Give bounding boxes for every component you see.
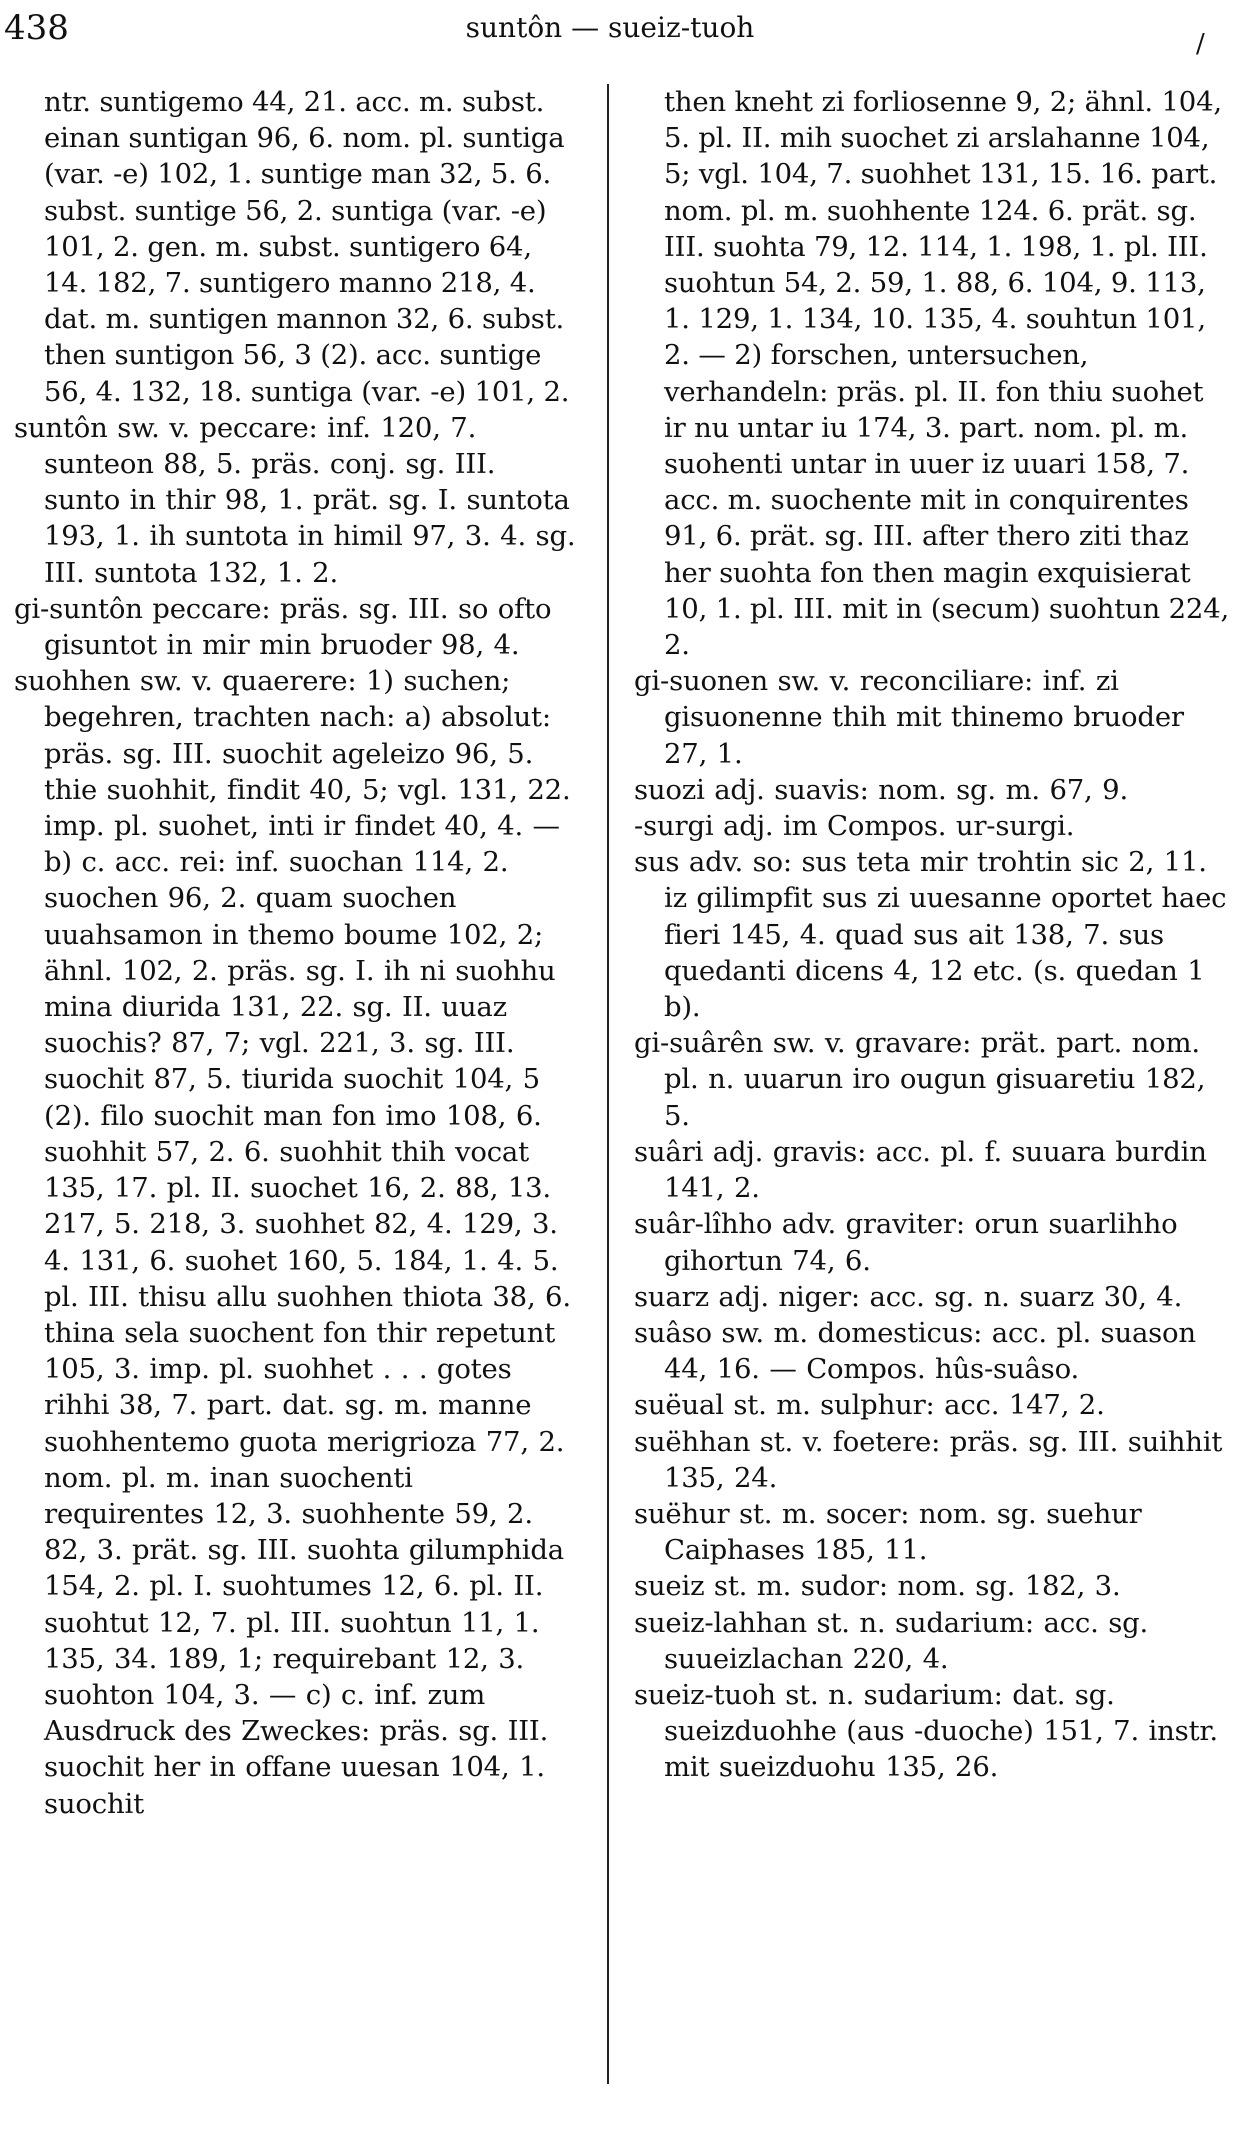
dictionary-entry: suarz adj. niger: acc. sg. n. suarz 30, 4.	[634, 1280, 1183, 1313]
dictionary-entry: then kneht zi forliosenne 9, 2; ähnl. 104, 5. pl. II. mih suochet zi arslahanne 104, 5; vgl. 104, 7. suohhet 131, 15. 16. part. nom. pl. m. suohhente 124. 6. prät. sg. III. suohta 79, 12. 114, 1. 198, 1. pl. III. suohtun 54, 2. 59, 1. 88, 6. 104, 9. 113, 1. 129, 1. 134, 10. 135, 4. souhtun 101, 2. — 2) forschen, untersuchen, verhandeln: präs. pl. II. fon thiu suohet ir nu untar iu 174, 3. part. nom. pl. m. suohenti untar in uuer iz uuari 158, 7. acc. m. suochente mit in conquirentes 91, 6. prät. sg. III. after thero ziti thaz her suohta fon then magin exquisierat 10, 1. pl. III. mit in (secum) suohtun 224, 2.	[664, 86, 1230, 662]
dictionary-entry: suëhur st. m. socer: nom. sg. suehur Caiphases 185, 11.	[634, 1497, 1142, 1567]
page-number: 438	[4, 8, 69, 48]
dictionary-entry: sus adv. so: sus teta mir trohtin sic 2, 11. iz gilimpfit sus zi uuesanne oportet haec fieri 145, 4. quad sus ait 138, 7. sus quedanti dicens 4, 12 etc. (s. quedan 1 b).	[634, 846, 1227, 1024]
left-column	[14, 84, 580, 2114]
running-title: suntôn — sueiz-tuoh	[465, 11, 755, 44]
dictionary-entry: suohhen sw. v. quaerere: 1) suchen; begehren, trachten nach: a) absolut: präs. sg. III. suochit ageleizo 96, 5. thie suohhit, findit 40, 5; vgl. 131, 22. imp. pl. suohet, inti ir findet 40, 4. — b) c. acc. rei: inf. suochan 114, 2. suochen 96, 2. quam suochen uuahsamon in themo boume 102, 2; ähnl. 102, 2. präs. sg. I. ih ni suohhu mina diurida 131, 22. sg. II. uuaz suochis? 87, 7; vgl. 221, 3. sg. III. suochit 87, 5. tiurida suochit 104, 5 (2). filo suochit man fon imo 108, 6. suohhit 57, 2. 6. suohhit thih vocat 135, 17. pl. II. suochet 16, 2. 88, 13. 217, 5. 218, 3. suohhet 82, 4. 129, 3. 4. 131, 6. suohet 160, 5. 184, 1. 4. 5. pl. III. thisu allu suohhen thiota 38, 6. thina sela suochent fon thir repetunt 105, 3. imp. pl. suohhet . . . gotes rihhi 38, 7. part. dat. sg. m. manne suohhentemo guota merigrioza 77, 2. nom. pl. m. inan suochenti requirentes 12, 3. suohhente 59, 2. 82, 3. prät. sg. III. suohta gilumphida 154, 2. pl. I. suohtumes 12, 6. pl. II. suohtut 12, 7. pl. III. suohtun 11, 1. 135, 34. 189, 1; requirebant 12, 3. suohton 104, 3. — c) c. inf. zum Ausdruck des Zweckes: präs. sg. III. suochit her in offane uuesan 104, 1. suochit	[14, 665, 571, 1820]
dictionary-entry: suâr-lîhho adv. graviter: orun suarlihho gihortun 74, 6.	[634, 1208, 1178, 1277]
dictionary-entry: sueiz st. m. sudor: nom. sg. 182, 3.	[634, 1570, 1121, 1603]
dictionary-entry: suozi adj. suavis: nom. sg. m. 67, 9.	[634, 773, 1128, 806]
dictionary-entry: suâri adj. gravis: acc. pl. f. suuara burdin 141, 2.	[634, 1135, 1207, 1205]
right-column	[634, 84, 1230, 2114]
dictionary-entry: suntôn sw. v. peccare: inf. 120, 7. sunteon 88, 5. präs. conj. sg. III. sunto in thir 98, 1. prät. sg. I. suntota 193, 1. ih suntota in himil 97, 3. 4. sg. III. suntota 132, 1. 2.	[14, 411, 576, 589]
column-divider	[607, 84, 609, 2084]
dictionary-entry: gi-suârên sw. v. gravare: prät. part. nom. pl. n. uuarun iro ougun gisuaretiu 182, 5.	[634, 1027, 1206, 1132]
dictionary-entry: ntr. suntigemo 44, 21. acc. m. subst. einan suntigan 96, 6. nom. pl. suntiga (var. -e) 102, 1. suntige man 32, 5. 6. subst. suntige 56, 2. suntiga (var. -e) 101, 2. gen. m. subst. suntigero 64, 14. 182, 7. suntigero manno 218, 4. dat. m. suntigen mannon 32, 6. subst. then suntigon 56, 3 (2). acc. suntige 56, 4. 132, 18. suntiga (var. -e) 101, 2.	[44, 86, 570, 408]
dictionary-entry: sueiz-lahhan st. n. sudarium: acc. sg. suueizlachan 220, 4.	[634, 1606, 1149, 1675]
dictionary-entry: suëual st. m. sulphur: acc. 147, 2.	[634, 1389, 1105, 1422]
dictionary-entry: sueiz-tuoh st. n. sudarium: dat. sg. sueizduohhe (aus -duoche) 151, 7. instr. mit sueizduohu 135, 26.	[634, 1678, 1218, 1784]
dictionary-entry: suëhhan st. v. foetere: präs. sg. III. suihhit 135, 24.	[634, 1425, 1223, 1494]
dictionary-entry: -surgi adj. im Compos. ur-surgi.	[634, 810, 1075, 843]
dictionary-entry: gi-suntôn peccare: präs. sg. III. so ofto gisuntot in mir min bruoder 98, 4.	[14, 592, 552, 662]
dictionary-entry: suâso sw. m. domesticus: acc. pl. suason 44, 16. — Compos. hûs-suâso.	[634, 1316, 1196, 1386]
page-header	[0, 6, 1244, 62]
margin-mark: /	[1196, 29, 1205, 59]
dictionary-entry: gi-suonen sw. v. reconciliare: inf. zi gisuonenne thih mit thinemo bruoder 27, 1.	[634, 665, 1184, 770]
